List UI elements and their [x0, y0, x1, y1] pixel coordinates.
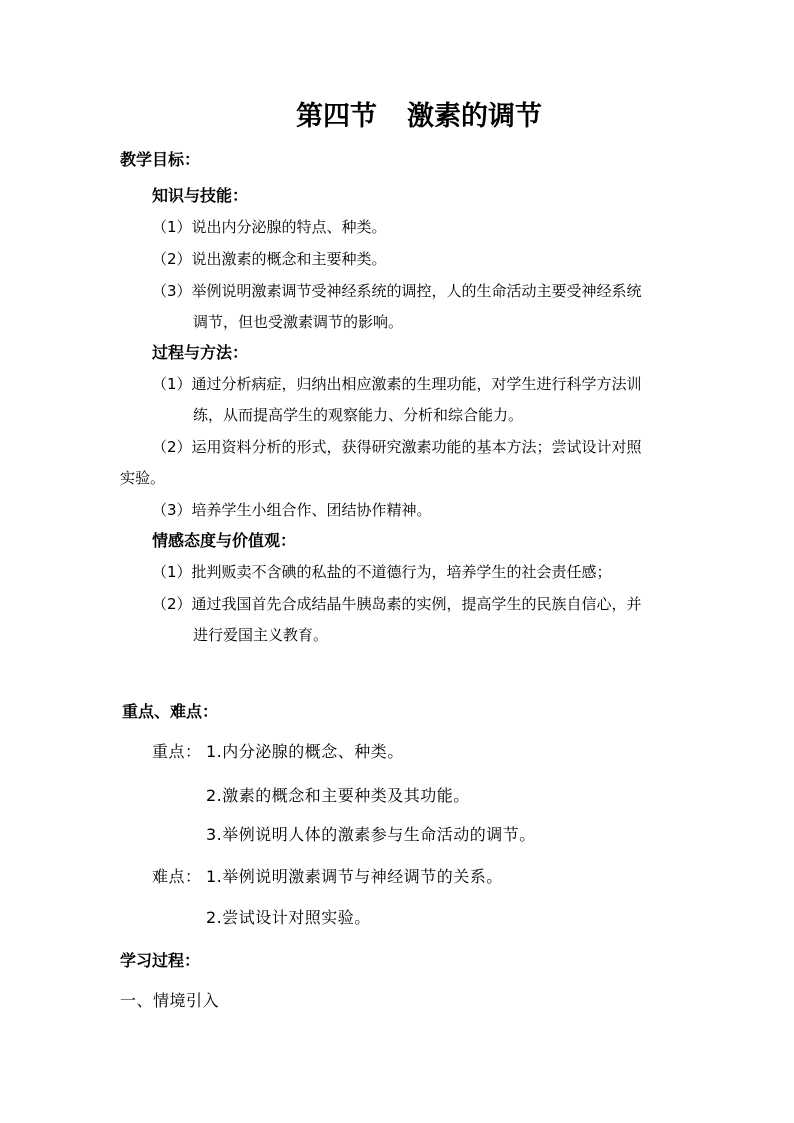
key-points-heading: 重点、难点： — [122, 702, 219, 721]
process-heading: 过程与方法： — [152, 343, 249, 362]
knowledge-item-2: （2）说出激素的概念和主要种类。 — [152, 250, 387, 268]
difficult-item-2: 2.尝试设计对照实验。 — [206, 908, 371, 927]
title-section-number: 第四节 — [296, 101, 377, 132]
attitude-item-2: （2）通过我国首先合成结晶牛胰岛素的实例，提高学生的民族自信心，并 — [152, 595, 642, 613]
knowledge-item-3: （3）举例说明激素调节受神经系统的调控，人的生命活动主要受神经系统 — [152, 282, 642, 300]
attitude-item-1: （1）批判贩卖不含碘的私盐的不道德行为，培养学生的社会责任感； — [152, 563, 612, 581]
process-item-1: （1）通过分析病症，归纳出相应激素的生理功能，对学生进行科学方法训 — [152, 375, 642, 393]
attitude-heading: 情感态度与价值观： — [152, 531, 297, 550]
process-item-3: （3）培养学生小组合作、团结协作精神。 — [152, 501, 432, 519]
page-title — [296, 100, 542, 134]
key-item-1: 1.内分泌腺的概念、种类。 — [206, 742, 404, 761]
knowledge-item-3-cont: 调节，但也受激素调节的影响。 — [193, 313, 404, 331]
difficult-item-1: 1.举例说明激素调节与神经调节的关系。 — [206, 867, 503, 886]
difficult-label: 难点： — [152, 867, 202, 886]
process-item-2: （2）运用资料分析的形式，获得研究激素功能的基本方法；尝试设计对照 — [152, 438, 642, 456]
key-item-2: 2.激素的概念和主要种类及其功能。 — [206, 786, 470, 805]
knowledge-heading: 知识与技能： — [152, 186, 249, 205]
learning-process-heading: 学习过程： — [120, 951, 201, 970]
process-item-2-cont: 实验。 — [120, 469, 166, 487]
attitude-item-2-cont: 进行爱国主义教育。 — [193, 626, 329, 644]
objectives-heading: 教学目标： — [120, 150, 201, 169]
key-label: 重点： — [152, 742, 202, 761]
process-item-1-cont: 练，从而提高学生的观察能力、分析和综合能力。 — [193, 406, 524, 424]
section-1-heading: 一、情境引入 — [120, 991, 220, 1010]
key-item-3: 3.举例说明人体的激素参与生命活动的调节。 — [206, 825, 536, 844]
title-topic: 激素的调节 — [407, 101, 542, 132]
knowledge-item-1: （1）说出内分泌腺的特点、种类。 — [152, 218, 387, 236]
